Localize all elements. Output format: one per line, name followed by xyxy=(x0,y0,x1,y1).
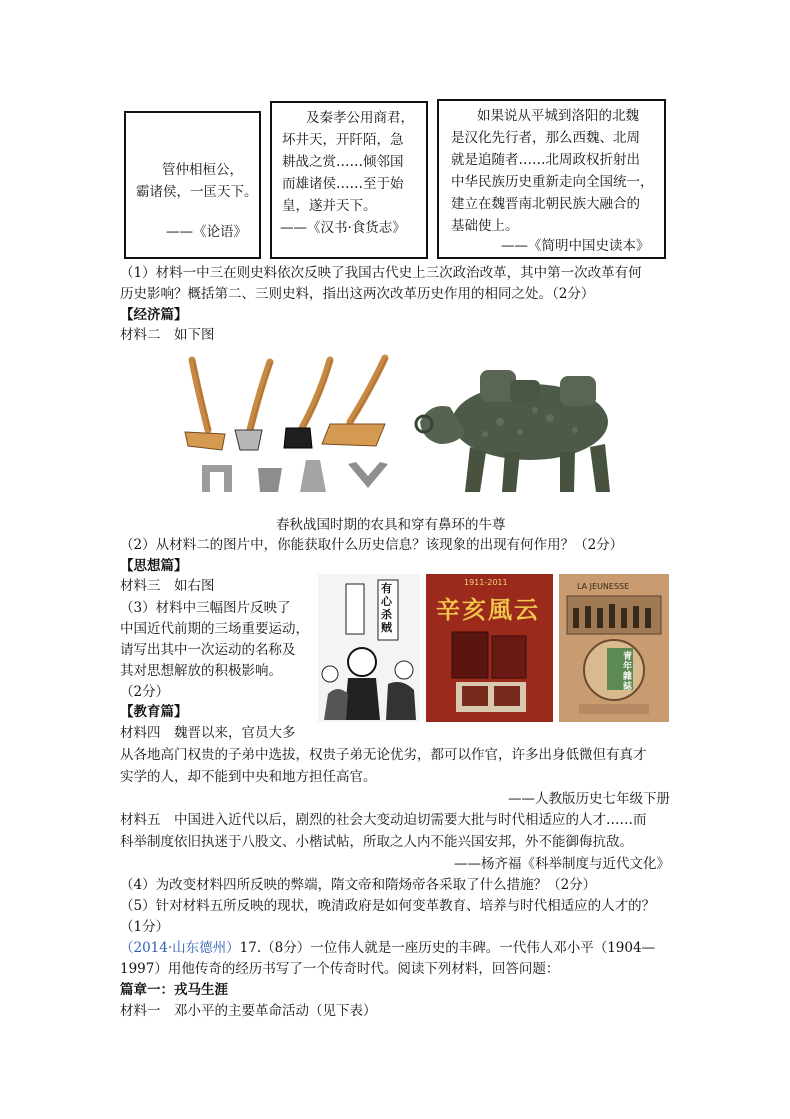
quote-source: ——《汉书·食货志》 xyxy=(280,220,406,236)
cartoon-image xyxy=(318,574,420,722)
question-3: 请写出其中一次运动的名称及 xyxy=(120,642,296,658)
question-17-source-link[interactable]: （2014·山东德州） xyxy=(120,940,240,956)
material-2-label: 材料二 如下图 xyxy=(120,327,215,343)
quote-text: 如果说从平城到洛阳的北魏 xyxy=(477,108,639,124)
quote-text: 及秦孝公用商君， xyxy=(306,110,414,126)
material-1-deng: 材料一 邓小平的主要革命活动（见下表） xyxy=(120,1003,377,1019)
question-5: （5）针对材料五所反映的现状，晚清政府是如何变革教育、培养与时代相适应的人才的？ xyxy=(120,898,656,914)
jeunesse-title: LA JEUNESSE xyxy=(577,582,630,591)
question-4: （4）为改变材料四所反映的弊端，隋文帝和隋炀帝各采取了什么措施？（2分） xyxy=(120,877,597,893)
question-3: （2分） xyxy=(120,684,170,700)
question-1: （1）材料一中三在则史料依次反映了我国古代史上三次政治改革，其中第一次改革有何 xyxy=(120,265,642,281)
question-17 xyxy=(120,938,655,958)
quote-text: 霸诸侯，一匡天下。 xyxy=(136,184,258,200)
question-17-text: 17.（8分）一位伟人就是一座历史的丰碑。一代伟人邓小平（1904— xyxy=(239,940,656,956)
question-2: （2）从材料二的图片中，你能获取什么历史信息？该现象的出现有何作用？（2分） xyxy=(120,537,624,553)
bronze-ox-zun-image xyxy=(410,352,625,502)
question-3: 其对思想解放的积极影响。 xyxy=(120,663,282,679)
material-5: 科举制度依旧执迷于八股文、小楷试帖，所取之人内不能兴国安邦，外不能御侮抗敌。 xyxy=(120,834,633,850)
material-3-label: 材料三 如右图 xyxy=(120,578,215,594)
quote-text: 中华民族历史重新走向全国统一， xyxy=(451,174,654,190)
quote-box-lunyu xyxy=(124,111,261,259)
quote-text: 皇，遂并天下。 xyxy=(282,198,377,214)
cartoon-caption-text: 有心杀贼 xyxy=(381,582,392,634)
material-4: 从各地高门权贵的子弟中选拔，权贵子弟无论优劣，都可以作官，许多出身低微但有真才 xyxy=(120,747,647,763)
quote-text: 是汉化先行者，那么西魏、北周 xyxy=(451,130,640,146)
image-caption: 春秋战国时期的农具和穿有鼻环的牛尊 xyxy=(276,517,506,533)
la-jeunesse-magazine-image xyxy=(559,574,669,722)
jeunesse-cn-title: 青年雜誌 xyxy=(623,652,633,692)
quote-box-jianming xyxy=(437,99,666,259)
section-economy-heading: 【经济篇】 xyxy=(120,307,188,323)
question-3: （3）材料中三幅图片反映了 xyxy=(120,600,291,616)
quote-text: 管仲相桓公， xyxy=(162,162,243,178)
quote-box-hanshu xyxy=(270,101,428,259)
xinhai-revolution-image xyxy=(426,574,553,722)
quote-text: 坏井天，开阡陌，急 xyxy=(282,132,404,148)
quote-text: 基础使上。 xyxy=(451,218,519,234)
material-4: 材料四 魏晋以来，官员大多 xyxy=(120,725,296,741)
section-education-heading: 【教育篇】 xyxy=(120,704,188,720)
question-5: （1分） xyxy=(120,919,170,935)
xinhai-top-text: 1911-2011 xyxy=(464,578,508,587)
question-3: 中国近代前期的三场重要运动， xyxy=(120,621,309,637)
quote-text: 建立在魏晋南北朝民族大融合的 xyxy=(451,196,640,212)
material-5-source: ——杨齐福《科举制度与近代文化》 xyxy=(454,856,670,872)
quote-source: ——《简明中国史读本》 xyxy=(501,238,650,254)
question-17: 1997）用他传奇的经历书写了一个传奇时代。阅读下列材料，回答问题： xyxy=(120,961,560,977)
question-1: 历史影响？概括第二、三则史料，指出这两次改革历史作用的相同之处。（2分） xyxy=(120,286,595,302)
quote-text: 耕战之赏……倾邻国 xyxy=(282,154,404,170)
farm-tools-image xyxy=(180,350,410,500)
material-4: 实学的人，却不能到中央和地方担任高官。 xyxy=(120,769,377,785)
section-thought-heading: 【思想篇】 xyxy=(120,558,188,574)
xinhai-title: 辛亥風云 xyxy=(436,595,540,624)
chapter-1-heading: 篇章一：戎马生涯 xyxy=(120,982,228,998)
quote-text: 而雄诸侯……至于始 xyxy=(282,176,404,192)
material-4-source: ——人教版历史七年级下册 xyxy=(508,791,670,807)
quote-source: ——《论语》 xyxy=(166,224,247,240)
material-5: 材料五 中国进入近代以后，剧烈的社会大变动迫切需要大批与时代相适应的人才……而 xyxy=(120,812,647,828)
quote-text: 就是追随者……北周政权折射出 xyxy=(451,152,640,168)
